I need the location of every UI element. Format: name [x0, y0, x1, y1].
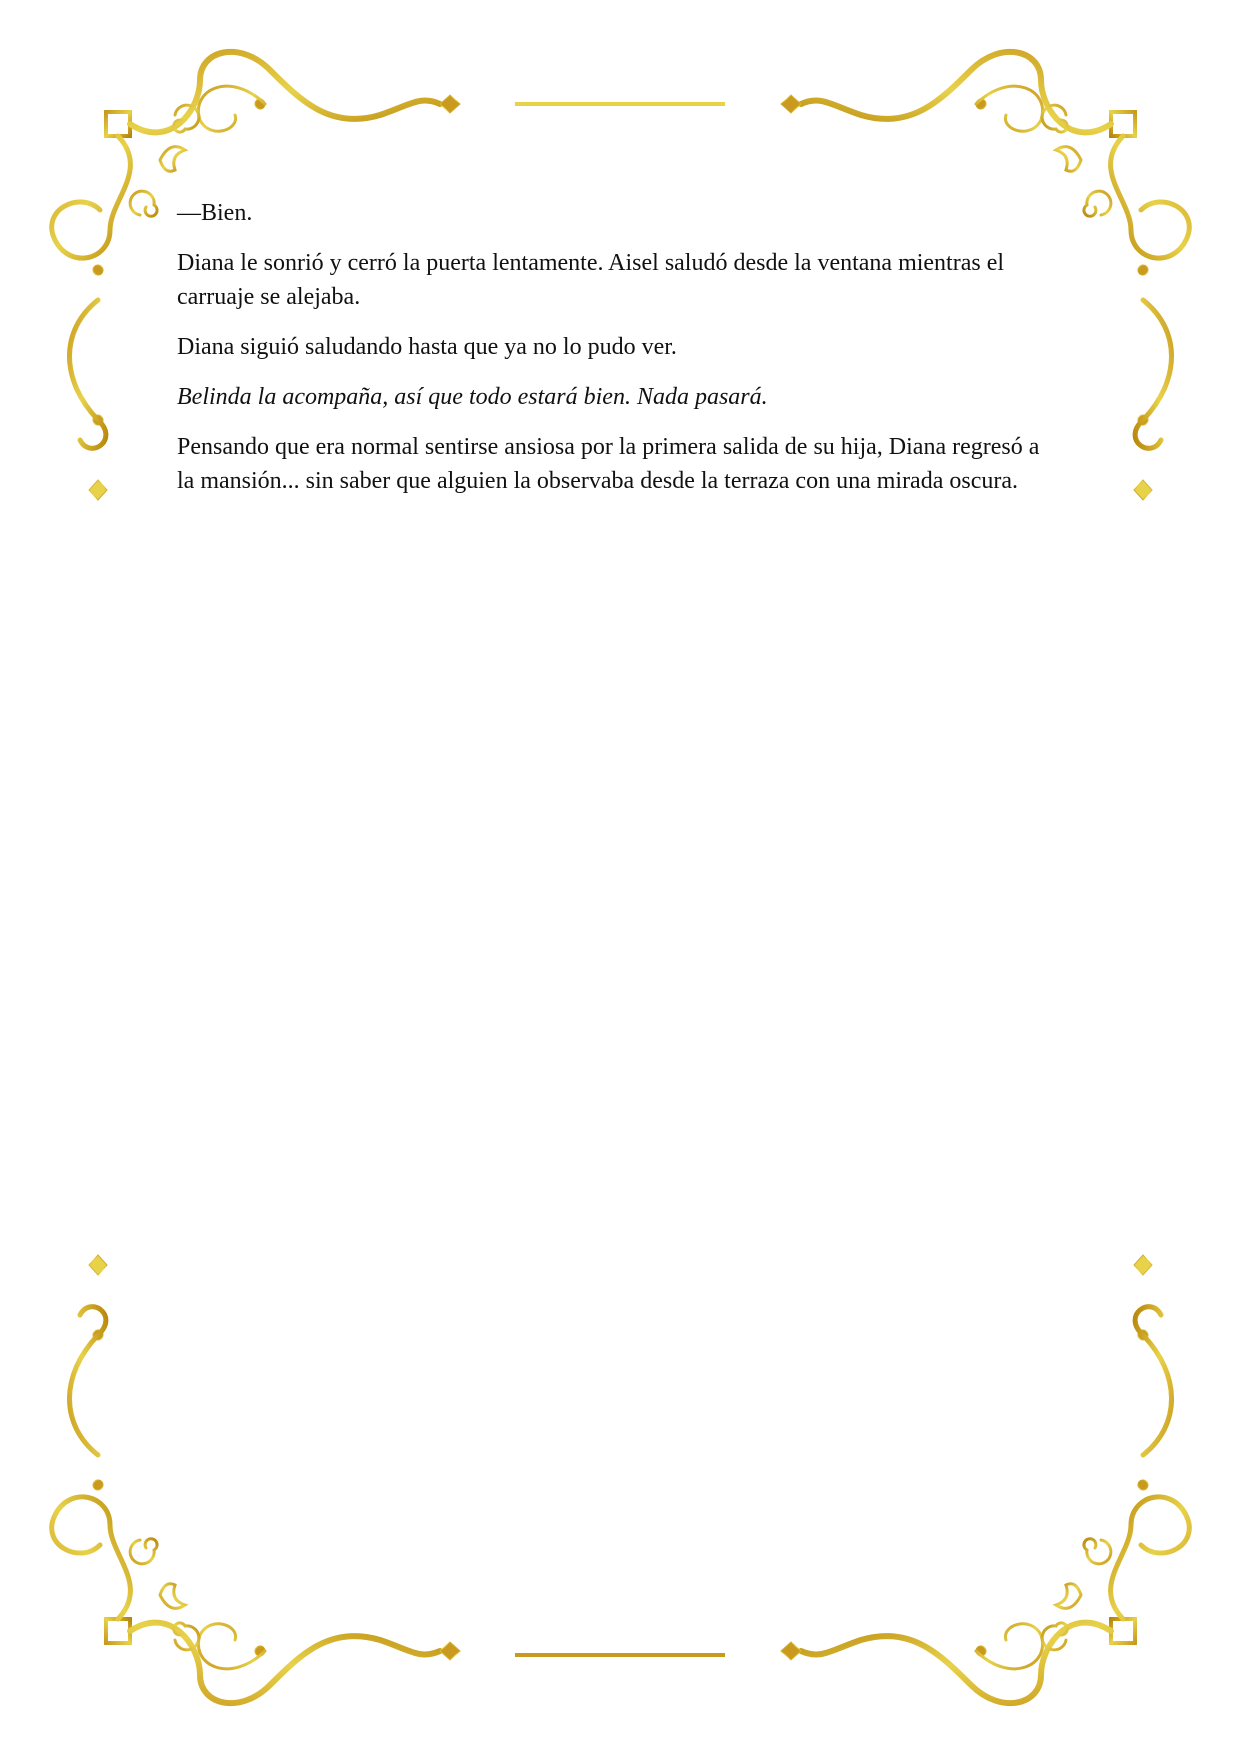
paragraph: —Bien.	[177, 200, 253, 226]
paragraph: Pensando que era normal sentirse ansiosa por la primera salida de su hija, Diana regresó a la mansión... sin saber que alguien la observaba desde la terraza con una mirada oscura.	[177, 434, 1040, 494]
corner-ornament-bottom-right	[781, 1255, 1189, 1703]
paragraph: Diana siguió saludando hasta que ya no lo pudo ver.	[177, 334, 677, 360]
corner-ornament-bottom-left	[52, 1255, 460, 1703]
italic-thought-paragraph: Belinda la acompaña, así que todo estará bien. Nada pasará.	[177, 384, 768, 410]
document-body	[177, 196, 1057, 514]
paragraph: Diana le sonrió y cerró la puerta lentamente. Aisel saludó desde la ventana mientras el carruaje se alejaba.	[177, 250, 1005, 310]
